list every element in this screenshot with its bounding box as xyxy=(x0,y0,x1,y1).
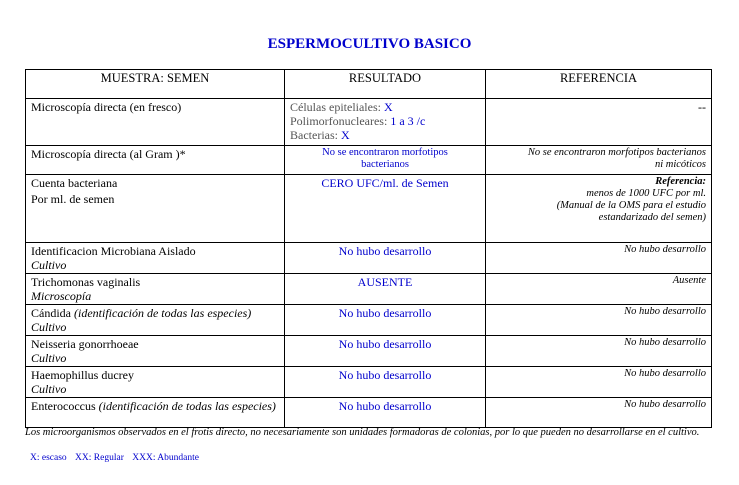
row-name: Enterococcus (identificación de todas las especies) xyxy=(26,398,285,428)
gram-label: Microscopía directa (al Gram )* xyxy=(26,146,285,175)
header-sample: MUESTRA: SEMEN xyxy=(26,70,285,99)
row-reference: No hubo desarrollo xyxy=(486,243,712,274)
cuenta-reference: Referencia: menos de 1000 UFC por ml. (Manual de la OMS para el estudio estandarizado del semen) xyxy=(486,175,712,243)
results-table xyxy=(25,69,712,428)
fresco-item: Bacterias: X xyxy=(290,128,350,142)
legend-item: X: escaso xyxy=(30,453,67,463)
table-row xyxy=(26,398,712,428)
fresco-reference: -- xyxy=(486,99,712,146)
row-name: Identificacion Microbiana Aislado Cultivo xyxy=(26,243,285,274)
row-result: AUSENTE xyxy=(285,274,486,305)
header-result: RESULTADO xyxy=(285,70,486,99)
table-row xyxy=(26,336,712,367)
legend-item: XX: Regular xyxy=(75,453,124,463)
header-reference: REFERENCIA xyxy=(486,70,712,99)
legend xyxy=(30,453,205,463)
cuenta-label: Cuenta bacteriana Por ml. de semen xyxy=(26,175,285,243)
table-row-cuenta xyxy=(26,175,712,243)
table-row-fresco xyxy=(26,99,712,146)
row-name: Cándida (identificación de todas las especies) Cultivo xyxy=(26,305,285,336)
row-result: No hubo desarrollo xyxy=(285,367,486,398)
row-name: Trichomonas vaginalis Microscopía xyxy=(26,274,285,305)
legend-item: XXX: Abundante xyxy=(132,453,199,463)
report-title: ESPERMOCULTIVO BASICO xyxy=(267,36,472,52)
row-name: Neisseria gonorrhoeae Cultivo xyxy=(26,336,285,367)
gram-reference: No se encontraron morfotipos bacterianos ni micóticos xyxy=(486,146,712,175)
row-reference: No hubo desarrollo xyxy=(486,367,712,398)
fresco-item: Polimorfonucleares: 1 a 3 /c xyxy=(290,114,426,128)
row-reference: No hubo desarrollo xyxy=(486,305,712,336)
fresco-item: Células epiteliales: X xyxy=(290,100,393,114)
table-row-gram xyxy=(26,146,712,175)
gram-result: No se encontraron morfotipos bacterianos xyxy=(285,146,486,175)
table-row xyxy=(26,274,712,305)
table-row xyxy=(26,367,712,398)
row-reference: No hubo desarrollo xyxy=(486,336,712,367)
row-result: No hubo desarrollo xyxy=(285,398,486,428)
cuenta-result: CERO UFC/ml. de Semen xyxy=(285,175,486,243)
row-reference: Ausente xyxy=(486,274,712,305)
footnote: Los microorganismos observados en el frotis directo, no necesariamente son unidades formadoras de colonias, por lo que pueden no desarrollarse en el cultivo. xyxy=(25,427,700,438)
fresco-label: Microscopía directa (en fresco) xyxy=(26,99,285,146)
row-name: Haemophillus ducrey Cultivo xyxy=(26,367,285,398)
table-row xyxy=(26,305,712,336)
row-result: No hubo desarrollo xyxy=(285,305,486,336)
row-reference: No hubo desarrollo xyxy=(486,398,712,428)
row-result: No hubo desarrollo xyxy=(285,243,486,274)
table-header-row xyxy=(26,70,712,99)
row-result: No hubo desarrollo xyxy=(285,336,486,367)
table-row xyxy=(26,243,712,274)
fresco-result xyxy=(285,99,486,146)
